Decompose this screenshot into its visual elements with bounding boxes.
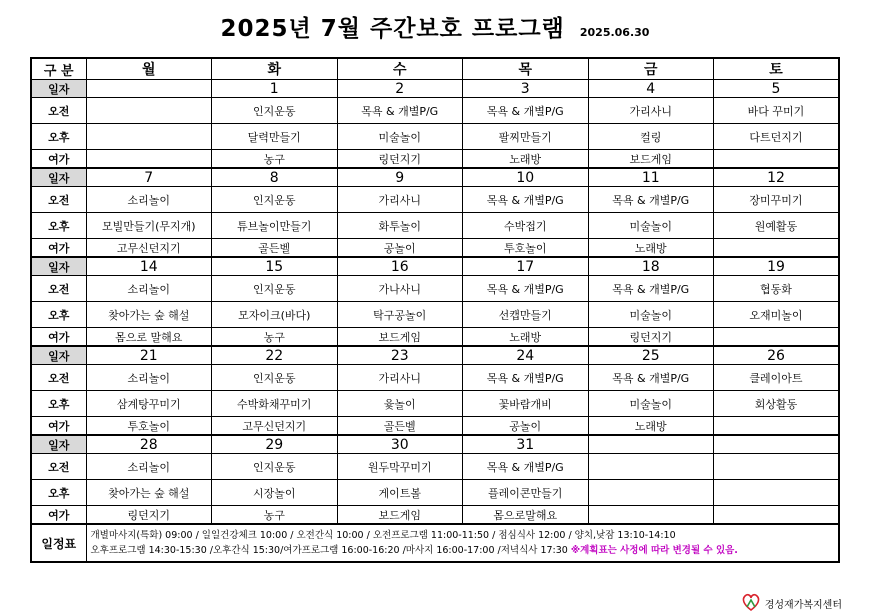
program-cell: 찾아가는 숲 해설: [86, 480, 212, 506]
program-cell: 보드게임: [337, 328, 463, 347]
row-label-date: 일자: [31, 346, 86, 365]
date-cell: 14: [86, 257, 212, 276]
schedule-note: [86, 524, 839, 562]
program-cell: 플레이콘만들기: [463, 480, 589, 506]
program-cell: 가리사니: [588, 98, 714, 124]
date-cell: 9: [337, 168, 463, 187]
program-cell: 투호놀이: [86, 417, 212, 436]
date-cell: 29: [212, 435, 338, 454]
date-cell: 12: [714, 168, 840, 187]
program-cell: 목욕 & 개별P/G: [463, 98, 589, 124]
program-cell: 공놀이: [463, 417, 589, 436]
row-label-am: 오전: [31, 365, 86, 391]
program-cell: 보드게임: [588, 150, 714, 169]
date-cell: 19: [714, 257, 840, 276]
date-cell: 23: [337, 346, 463, 365]
program-cell: 링던지기: [588, 328, 714, 347]
date-cell: 25: [588, 346, 714, 365]
program-cell: 골든벨: [337, 417, 463, 436]
program-cell: 소리놀이: [86, 276, 212, 302]
week-2-ex-row: [31, 239, 839, 258]
program-cell: 회상활동: [714, 391, 840, 417]
week-1-am-row: [31, 98, 839, 124]
week-5-am-row: [31, 454, 839, 480]
program-cell: 클레이아트: [714, 365, 840, 391]
program-cell: 소리놀이: [86, 187, 212, 213]
row-label-am: 오전: [31, 98, 86, 124]
week-1-pm-row: [31, 124, 839, 150]
program-cell: 보드게임: [337, 506, 463, 525]
program-cell: 협동화: [714, 276, 840, 302]
row-label-pm: 오후: [31, 302, 86, 328]
program-cell: 고무신던지기: [86, 239, 212, 258]
row-label-ex: 여가: [31, 328, 86, 347]
week-5-ex-row: [31, 506, 839, 525]
program-cell: 소리놀이: [86, 365, 212, 391]
program-cell: [714, 239, 840, 258]
program-cell: [86, 98, 212, 124]
program-cell: [714, 454, 840, 480]
week-3-pm-row: [31, 302, 839, 328]
week-4-date-row: [31, 346, 839, 365]
row-label-pm: 오후: [31, 213, 86, 239]
row-label-ex: 여가: [31, 239, 86, 258]
week-5-date-row: [31, 435, 839, 454]
program-cell: [588, 454, 714, 480]
schedule-label: 일정표: [31, 524, 86, 562]
program-cell: 노래방: [463, 150, 589, 169]
program-cell: 목욕 & 개별P/G: [463, 365, 589, 391]
program-cell: 팔찌만들기: [463, 124, 589, 150]
row-label-date: 일자: [31, 80, 86, 98]
program-cell: 골든벨: [212, 239, 338, 258]
program-cell: 노래방: [463, 328, 589, 347]
schedule-line-2: [91, 543, 839, 558]
title-bar: [0, 10, 870, 43]
date-cell: 17: [463, 257, 589, 276]
program-cell: [714, 506, 840, 525]
program-cell: 달력만들기: [212, 124, 338, 150]
program-cell: 수박접기: [463, 213, 589, 239]
program-cell: 목욕 & 개별P/G: [463, 454, 589, 480]
week-4-ex-row: [31, 417, 839, 436]
program-cell: 목욕 & 개별P/G: [588, 365, 714, 391]
week-2-date-row: [31, 168, 839, 187]
week-1-ex-row: [31, 150, 839, 169]
row-label-am: 오전: [31, 454, 86, 480]
week-5-pm-row: [31, 480, 839, 506]
row-label-pm: 오후: [31, 124, 86, 150]
program-cell: 목욕 & 개별P/G: [588, 187, 714, 213]
program-cell: 장미꾸미기: [714, 187, 840, 213]
program-cell: 노래방: [588, 417, 714, 436]
date-cell: 3: [463, 80, 589, 98]
row-label-am: 오전: [31, 276, 86, 302]
program-cell: [86, 150, 212, 169]
date-cell: 16: [337, 257, 463, 276]
date-cell: 28: [86, 435, 212, 454]
header-mon: 월: [86, 58, 212, 80]
header-sat: 토: [714, 58, 840, 80]
header-wed: 수: [337, 58, 463, 80]
row-label-am: 오전: [31, 187, 86, 213]
date-cell: 18: [588, 257, 714, 276]
program-cell: 농구: [212, 506, 338, 525]
program-cell: 선캡만들기: [463, 302, 589, 328]
center-logo-icon: [740, 592, 762, 615]
program-cell: 인지운동: [212, 365, 338, 391]
date-cell: [86, 80, 212, 98]
row-label-ex: 여가: [31, 150, 86, 169]
date-cell: 4: [588, 80, 714, 98]
program-cell: 목욕 & 개별P/G: [463, 187, 589, 213]
row-label-pm: 오후: [31, 480, 86, 506]
page-title: 2025년 7월 주간보호 프로그램: [220, 16, 565, 42]
program-cell: 인지운동: [212, 98, 338, 124]
program-cell: [714, 480, 840, 506]
program-cell: 몸으로말해요: [463, 506, 589, 525]
program-cell: 가리사니: [337, 365, 463, 391]
date-cell: 7: [86, 168, 212, 187]
program-cell: 다트던지기: [714, 124, 840, 150]
program-cell: 미술놀이: [337, 124, 463, 150]
date-cell: 31: [463, 435, 589, 454]
program-cell: [714, 150, 840, 169]
program-cell: 모자이크(바다): [212, 302, 338, 328]
program-cell: 목욕 & 개별P/G: [588, 276, 714, 302]
program-cell: 튜브놀이만들기: [212, 213, 338, 239]
program-cell: 삼계탕꾸미기: [86, 391, 212, 417]
header-thu: 목: [463, 58, 589, 80]
program-cell: 가나사니: [337, 276, 463, 302]
week-4-pm-row: [31, 391, 839, 417]
date-cell: 10: [463, 168, 589, 187]
program-cell: 탁구공놀이: [337, 302, 463, 328]
program-cell: 미술놀이: [588, 302, 714, 328]
program-cell: 목욕 & 개별P/G: [463, 276, 589, 302]
program-cell: 꽃바람개비: [463, 391, 589, 417]
date-cell: 1: [212, 80, 338, 98]
program-cell: [714, 417, 840, 436]
row-label-date: 일자: [31, 435, 86, 454]
program-cell: 링던지기: [86, 506, 212, 525]
week-4-am-row: [31, 365, 839, 391]
schedule-note-row: [31, 524, 839, 562]
program-cell: 노래방: [588, 239, 714, 258]
week-2-pm-row: [31, 213, 839, 239]
program-cell: 오재미놀이: [714, 302, 840, 328]
schedule-line-2-text: 오후프로그램 14:30-15:30 /오후간식 15:30/여가프로그램 16:00-16:20 /마사지 16:00-17:00 /저녁식사 17:30: [90, 545, 568, 556]
date-cell: 8: [212, 168, 338, 187]
program-cell: [588, 480, 714, 506]
week-3-ex-row: [31, 328, 839, 347]
program-cell: 투호놀이: [463, 239, 589, 258]
program-cell: 가리사니: [337, 187, 463, 213]
program-cell: 인지운동: [212, 454, 338, 480]
row-label-ex: 여가: [31, 506, 86, 525]
week-3-date-row: [31, 257, 839, 276]
program-cell: 목욕 & 개별P/G: [337, 98, 463, 124]
date-cell: [714, 435, 840, 454]
center-name: 경성재가복지센터: [764, 600, 842, 611]
program-cell: 컬링: [588, 124, 714, 150]
document-date: 2025.06.30: [579, 26, 650, 39]
schedule-table: [30, 57, 840, 563]
program-cell: 링던지기: [337, 150, 463, 169]
date-cell: 21: [86, 346, 212, 365]
program-cell: 고무신던지기: [212, 417, 338, 436]
week-2-am-row: [31, 187, 839, 213]
date-cell: 2: [337, 80, 463, 98]
program-cell: 소리놀이: [86, 454, 212, 480]
program-cell: 인지운동: [212, 187, 338, 213]
program-cell: 시장놀이: [212, 480, 338, 506]
program-cell: 원두막꾸미기: [337, 454, 463, 480]
week-1-date-row: [31, 80, 839, 98]
date-cell: 26: [714, 346, 840, 365]
header-tue: 화: [212, 58, 338, 80]
program-cell: 윷놀이: [337, 391, 463, 417]
date-cell: 15: [212, 257, 338, 276]
program-cell: [714, 328, 840, 347]
program-cell: 찾아가는 숲 해설: [86, 302, 212, 328]
program-cell: 인지운동: [212, 276, 338, 302]
program-cell: 모빌만들기(무지개): [86, 213, 212, 239]
date-cell: 5: [714, 80, 840, 98]
program-cell: 농구: [212, 328, 338, 347]
program-cell: 수박화채꾸미기: [212, 391, 338, 417]
program-cell: 농구: [212, 150, 338, 169]
program-cell: 미술놀이: [588, 213, 714, 239]
row-label-date: 일자: [31, 257, 86, 276]
date-cell: 22: [212, 346, 338, 365]
program-cell: [588, 506, 714, 525]
footer: [740, 592, 842, 615]
program-cell: 바다 꾸미기: [714, 98, 840, 124]
schedule-line-1: 개별마사지(특화) 09:00 / 일일건강체크 10:00 / 오전간식 10:00 / 오전프로그램 11:00-11:50 / 점심식사 12:00 / 양치,낮잠 13:10-14:10: [90, 530, 676, 541]
program-cell: 몸으로 말해요: [86, 328, 212, 347]
row-label-ex: 여가: [31, 417, 86, 436]
date-cell: [588, 435, 714, 454]
header-fri: 금: [588, 58, 714, 80]
schedule-body: [31, 80, 839, 525]
schedule-warning: ※계획표는 사정에 따라 변경될 수 있음.: [570, 545, 738, 556]
program-cell: 원예활동: [714, 213, 840, 239]
program-cell: 미술놀이: [588, 391, 714, 417]
week-3-am-row: [31, 276, 839, 302]
date-cell: 30: [337, 435, 463, 454]
date-cell: 11: [588, 168, 714, 187]
date-cell: 24: [463, 346, 589, 365]
program-cell: 화투놀이: [337, 213, 463, 239]
row-label-date: 일자: [31, 168, 86, 187]
program-cell: [86, 124, 212, 150]
header-category: 구 분: [31, 58, 86, 80]
header-row: [31, 58, 839, 80]
program-cell: 게이트볼: [337, 480, 463, 506]
row-label-pm: 오후: [31, 391, 86, 417]
program-cell: 공놀이: [337, 239, 463, 258]
